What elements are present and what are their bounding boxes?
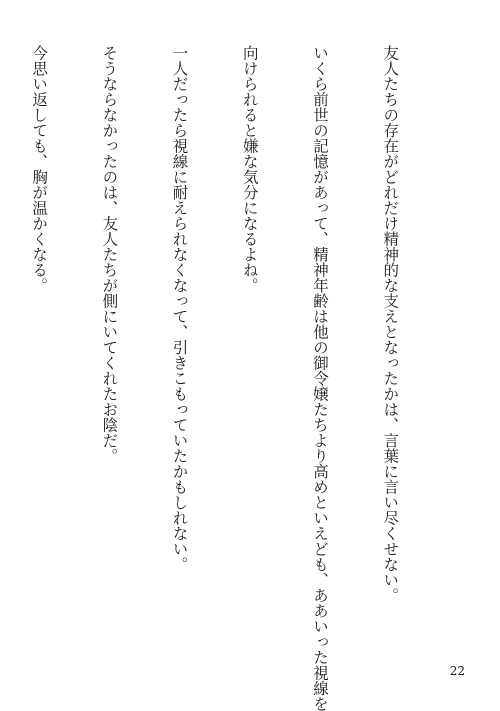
text-line-4: 一人だったら視線に耐えられなくなって、引きこもっていたかもしれない。: [170, 45, 189, 572]
text-line-2: いくら前世の記憶があって、精神年齢は他の御令嬢たちより高めといえども、ああいった視線を: [310, 45, 329, 711]
text-line-6: 今思い返しても、胸が温かくなる。: [30, 45, 49, 293]
text-line-1: 友人たちの存在がどれだけ精神的な支えとなったかは、言葉に言い尽くせない。: [381, 45, 400, 603]
body-text: [0, 45, 448, 711]
page-number: 22: [449, 664, 465, 678]
text-line-3: 向けられると嫌な気分になるよね。: [240, 45, 259, 293]
text-line-5: そうならなかったのは、友人たちが側にいてくれたお陰だ。: [100, 45, 119, 464]
